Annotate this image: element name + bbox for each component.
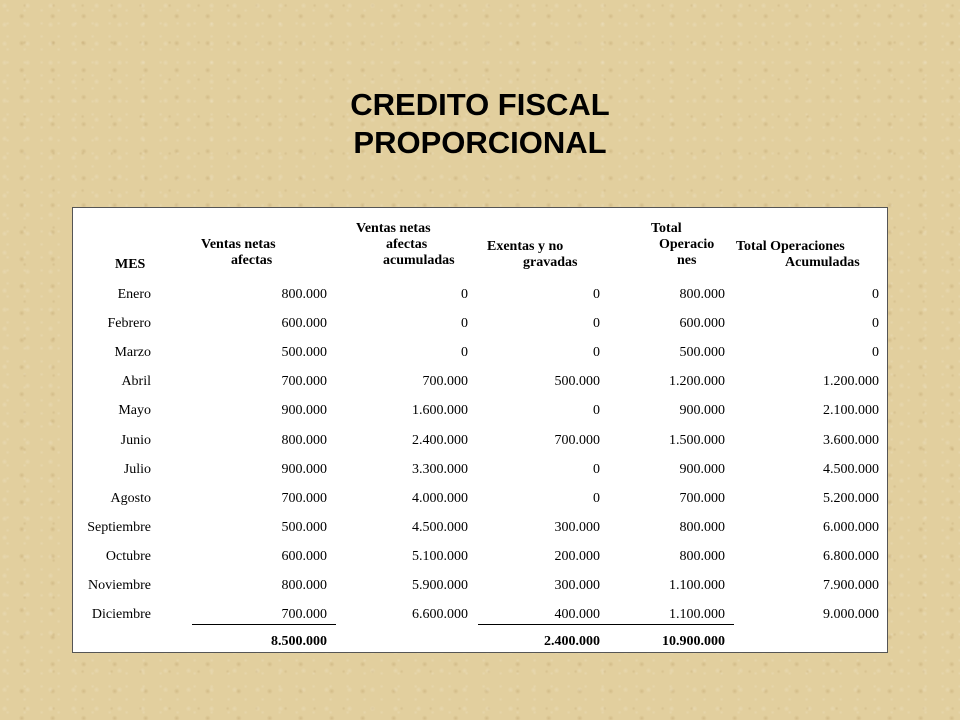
cell-ventas-acumuladas: 4.000.000 [412, 491, 468, 506]
cell-ventas-acumuladas: 0 [461, 316, 468, 331]
cell-mes: Diciembre [91, 607, 151, 622]
cell-ventas-acumuladas: 0 [461, 287, 468, 302]
total-operaciones: 10.900.000 [662, 634, 725, 649]
cell-mes: Junio [120, 433, 151, 448]
cell-ventas-acumuladas: 1.600.000 [412, 403, 468, 418]
cell-total-operaciones: 500.000 [679, 345, 725, 360]
cell-total-operaciones: 800.000 [679, 287, 725, 302]
header-total-acumuladas: Total Operaciones Acumuladas [736, 239, 860, 270]
cell-exentas: 0 [593, 491, 600, 506]
cell-ventas-afectas: 600.000 [281, 549, 327, 564]
cell-exentas: 0 [593, 316, 600, 331]
cell-ventas-afectas: 600.000 [281, 316, 327, 331]
cell-exentas: 500.000 [554, 374, 600, 389]
cell-exentas: 700.000 [554, 433, 600, 448]
cell-exentas: 300.000 [554, 578, 600, 593]
cell-total-operaciones: 600.000 [679, 316, 725, 331]
cell-ventas-acumuladas: 3.300.000 [412, 462, 468, 477]
cell-mes: Febrero [107, 316, 151, 331]
cell-ventas-afectas: 700.000 [281, 374, 327, 389]
cell-ventas-acumuladas: 0 [461, 345, 468, 360]
cell-total-operaciones: 1.200.000 [669, 374, 725, 389]
total-exentas: 2.400.000 [544, 634, 600, 649]
fiscal-credit-table [72, 207, 888, 653]
cell-mes: Marzo [114, 345, 151, 360]
cell-total-acumuladas: 6.000.000 [823, 520, 879, 535]
cell-total-operaciones: 1.100.000 [669, 578, 725, 593]
cell-exentas: 200.000 [554, 549, 600, 564]
cell-mes: Abril [121, 374, 151, 389]
cell-total-acumuladas: 0 [872, 316, 879, 331]
cell-total-operaciones: 700.000 [679, 491, 725, 506]
cell-ventas-afectas: 500.000 [281, 520, 327, 535]
cell-exentas: 0 [593, 462, 600, 477]
cell-total-acumuladas: 7.900.000 [823, 578, 879, 593]
cell-exentas: 400.000 [554, 607, 600, 622]
cell-total-acumuladas: 0 [872, 345, 879, 360]
header-exentas: Exentas y no gravadas [487, 239, 578, 270]
cell-mes: Octubre [105, 549, 151, 564]
cell-total-acumuladas: 5.200.000 [823, 491, 879, 506]
cell-total-operaciones: 1.500.000 [669, 433, 725, 448]
total-ventas-afectas: 8.500.000 [271, 634, 327, 649]
cell-ventas-afectas: 800.000 [281, 433, 327, 448]
total-rule-exentas-total [478, 624, 734, 625]
title-line-1: CREDITO FISCAL [350, 87, 610, 122]
cell-ventas-afectas: 900.000 [281, 462, 327, 477]
header-total-operaciones: Total Operacio nes [651, 221, 715, 268]
cell-total-acumuladas: 2.100.000 [823, 403, 879, 418]
cell-ventas-afectas: 800.000 [281, 578, 327, 593]
cell-exentas: 0 [593, 287, 600, 302]
slide-title [0, 86, 960, 162]
cell-total-operaciones: 800.000 [679, 520, 725, 535]
cell-ventas-afectas: 900.000 [281, 403, 327, 418]
header-ventas-acumuladas: Ventas netas afectas acumuladas [356, 221, 455, 268]
cell-ventas-acumuladas: 4.500.000 [412, 520, 468, 535]
cell-exentas: 300.000 [554, 520, 600, 535]
cell-total-acumuladas: 9.000.000 [823, 607, 879, 622]
cell-total-acumuladas: 1.200.000 [823, 374, 879, 389]
cell-total-acumuladas: 3.600.000 [823, 433, 879, 448]
cell-total-acumuladas: 6.800.000 [823, 549, 879, 564]
cell-exentas: 0 [593, 345, 600, 360]
cell-mes: Noviembre [88, 578, 151, 593]
cell-total-acumuladas: 0 [872, 287, 879, 302]
cell-ventas-acumuladas: 2.400.000 [412, 433, 468, 448]
cell-ventas-acumuladas: 5.100.000 [412, 549, 468, 564]
header-ventas-afectas: Ventas netas afectas [201, 237, 276, 268]
cell-ventas-afectas: 700.000 [281, 491, 327, 506]
cell-total-operaciones: 1.100.000 [669, 607, 725, 622]
total-rule-ventas [192, 624, 336, 625]
cell-ventas-acumuladas: 6.600.000 [412, 607, 468, 622]
title-line-2: PROPORCIONAL [353, 125, 607, 160]
cell-mes: Agosto [110, 491, 151, 506]
cell-ventas-afectas: 800.000 [281, 287, 327, 302]
cell-ventas-acumuladas: 5.900.000 [412, 578, 468, 593]
cell-total-operaciones: 900.000 [679, 462, 725, 477]
cell-mes: Enero [117, 287, 151, 302]
cell-mes: Septiembre [87, 520, 151, 535]
cell-total-acumuladas: 4.500.000 [823, 462, 879, 477]
cell-mes: Mayo [118, 403, 151, 418]
cell-ventas-afectas: 500.000 [281, 345, 327, 360]
cell-ventas-acumuladas: 700.000 [422, 374, 468, 389]
header-mes: MES [115, 257, 146, 272]
cell-total-operaciones: 800.000 [679, 549, 725, 564]
cell-exentas: 0 [593, 403, 600, 418]
cell-total-operaciones: 900.000 [679, 403, 725, 418]
cell-ventas-afectas: 700.000 [281, 607, 327, 622]
cell-mes: Julio [123, 462, 151, 477]
